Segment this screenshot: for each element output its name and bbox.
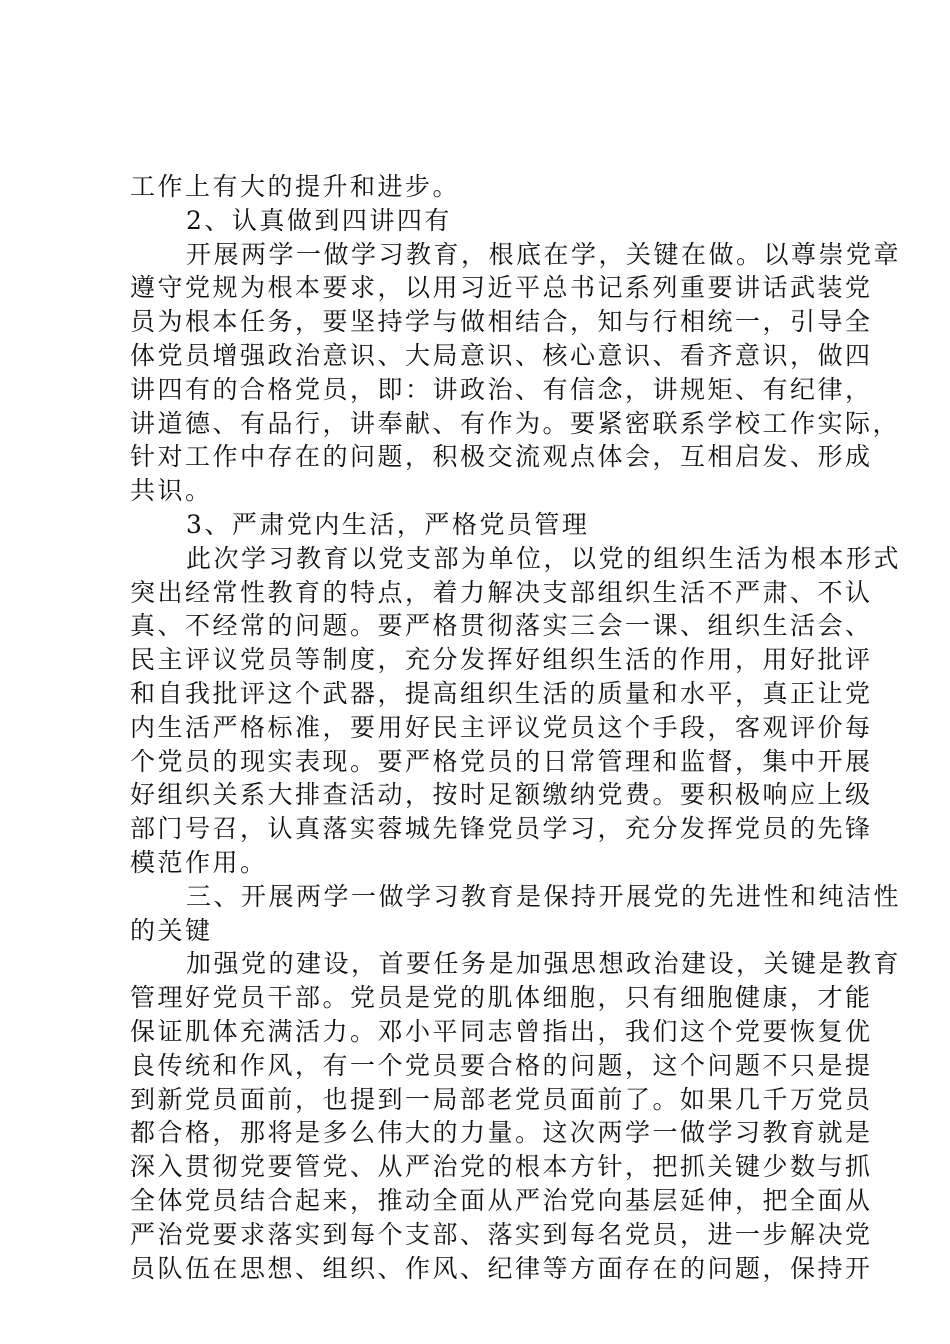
text-line: 讲道德、有品行，讲奉献、有作为。要紧密联系学校工作实际， [130, 408, 901, 438]
text-line: 2、认真做到四讲四有 [186, 205, 452, 235]
text-line: 全体党员结合起来，推动全面从严治党向基层延伸，把全面从 [130, 1185, 873, 1215]
text-line: 工作上有大的提升和进步。 [130, 172, 461, 201]
text-line: 管理好党员干部。党员是党的肌体细胞，只有细胞健康，才能 [130, 983, 873, 1013]
document-page [130, 170, 902, 1285]
text-line: 严治党要求落实到每个支部、落实到每名党员，进一步解决党 [130, 1219, 873, 1249]
text-line: 共识。 [130, 476, 213, 506]
text-line: 好组织关系大排查活动，按时足额缴纳党费。要积极响应上级 [130, 780, 873, 810]
text-line: 员为根本任务，要坚持学与做相结合，知与行相统一，引导全 [130, 307, 873, 337]
text-line: 民主评议党员等制度，充分发挥好组织生活的作用，用好批评 [130, 645, 873, 675]
text-line: 到新党员面前，也提到一局部老党员面前了。如果几千万党员 [130, 1084, 873, 1114]
text-line: 保证肌体充满活力。邓小平同志曾指出，我们这个党要恢复优 [130, 1016, 873, 1046]
text-line: 开展两学一做学习教育，根底在学，关键在做。以尊崇党章 [186, 239, 902, 269]
text-line: 和自我批评这个武器，提高组织生活的质量和水平，真正让党 [130, 678, 873, 708]
text-line: 遵守党规为根本要求，以用习近平总书记系列重要讲话武装党 [130, 273, 873, 303]
text-line: 的关键 [130, 915, 213, 945]
text-line: 加强党的建设，首要任务是加强思想政治建设，关键是教育 [186, 949, 902, 979]
text-line: 此次学习教育以党支部为单位，以党的组织生活为根本形式 [186, 543, 902, 573]
text-line: 真、不经常的问题。要严格贯彻落实三会一课、组织生活会、 [130, 611, 873, 641]
text-line: 部门号召，认真落实蓉城先锋党员学习，充分发挥党员的先锋 [130, 814, 873, 844]
text-line: 3、严肃党内生活，严格党员管理 [186, 509, 590, 539]
text-line: 深入贯彻党要管党、从严治党的根本方针，把抓关键少数与抓 [130, 1152, 873, 1182]
text-line: 员队伍在思想、组织、作风、纪律等方面存在的问题，保持开 [130, 1253, 873, 1283]
text-line: 模范作用。 [130, 847, 268, 877]
text-line: 三、开展两学一做学习教育是保持开展党的先进性和纯洁性 [186, 881, 902, 911]
text-line: 良传统和作风，有一个党员要合格的问题，这个问题不只是提 [130, 1050, 873, 1080]
text-line: 讲四有的合格党员，即：讲政治、有信念，讲规矩、有纪律， [130, 374, 873, 404]
text-line: 体党员增强政治意识、大局意识、核心意识、看齐意识，做四 [130, 340, 873, 370]
text-line: 个党员的现实表现。要严格党员的日常管理和监督，集中开展 [130, 746, 873, 776]
text-line: 内生活严格标准，要用好民主评议党员这个手段，客观评价每 [130, 712, 873, 742]
text-line: 都合格，那将是多么伟大的力量。这次两学一做学习教育就是 [130, 1118, 873, 1148]
text-line: 突出经常性教育的特点，着力解决支部组织生活不严肃、不认 [130, 577, 873, 607]
text-line: 针对工作中存在的问题，积极交流观点体会，互相启发、形成 [130, 442, 873, 472]
